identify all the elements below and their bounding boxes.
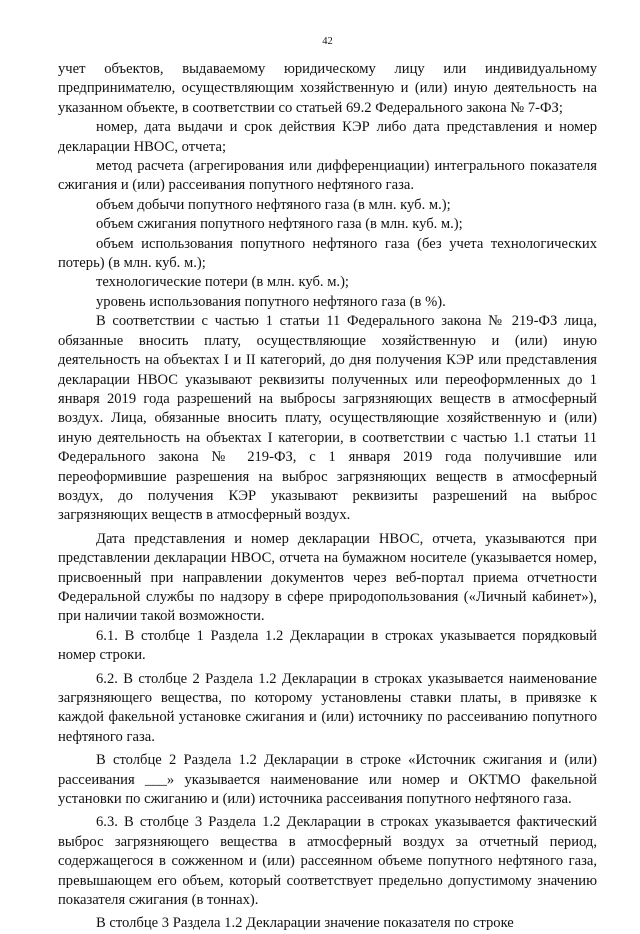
paragraph-usage-level: уровень использования попутного нефтяного газа (в %). — [96, 293, 446, 310]
paragraph-calculation-method: метод расчета (агрегирования или дифференциации) интегрального показателя сжигания и (или) рассеивания попутного нефтяного газа. — [58, 158, 597, 194]
paragraph-permits: В соответствии с частью 1 статьи 11 Федерального закона № 219-ФЗ лица, обязанные вносить плату, осуществляющие хозяйственную и (или) иную деятельность на объектах I и II категорий, до дня получения КЭР или представления декларации НВОС указывают реквизиты полученных или переоформленных до 1 января 2019 года разрешений на выбросы загрязняющих веществ в атмосферный воздух. Лица, обязанные вносить плату, осуществляющие хозяйственную и (или) иную деятельность на объектах I категории, в соответствии с частью 1.1 статьи 11 Федерального закона № 219-ФЗ, с 1 января 2019 года получившие или переоформившие разрешения на выброс загрязняющих веществ в атмосферный воздух, до получения КЭР указывают реквизиты разрешений на выброс загрязняющих веществ в атмосферный воздух. — [58, 313, 597, 524]
page-number: 42 — [322, 36, 333, 47]
paragraph-6-1: 6.1. В столбце 1 Раздела 1.2 Декларации в строках указывается порядковый номер строки. — [58, 627, 597, 664]
paragraph-production-volume: объем добычи попутного нефтяного газа (в млн. куб. м.); — [96, 196, 451, 213]
paragraph-6-3: 6.3. В столбце 3 Раздела 1.2 Декларации в строках указывается фактический выброс загрязняющего вещества в атмосферный воздух за отчетный период, содержащегося в сожженном и (или) рассеянном объеме попутного нефтяного газа, превышающем его объем, который соответствует предельно допустимому значению показателя сжигания (в тоннах). — [58, 814, 597, 909]
paragraph-ker-number: номер, дата выдачи и срок действия КЭР либо дата представления и номер декларации НВОС, отчета; — [58, 119, 597, 155]
paragraph-usage-volume: объем использования попутного нефтяного газа (без учета технологических потерь) (в млн. куб. м.); — [58, 235, 597, 272]
paragraph-technological-losses: технологические потери (в млн. куб. м.); — [96, 274, 349, 291]
paragraph-column-2-source: В столбце 2 Раздела 1.2 Декларации в строке «Источник сжигания и (или) рассеивания ___» указывается наименование или номер и ОКТМО факельной установки по сжиганию и (или) источника рассеивания попутного нефтяного газа. — [58, 752, 597, 808]
document-body — [58, 60, 597, 934]
paragraph-6-2: 6.2. В столбце 2 Раздела 1.2 Декларации в строках указывается наименование загрязняющего вещества, по которому установлены ставки платы, в привязке к каждой факельной установке сжигания и (или) источнику по рассеиванию попутного нефтяного газа. — [58, 670, 597, 745]
paragraph-continuation: учет объектов, выдаваемому юридическому лицу или индивидуальному предпринимателю, осуществляющим хозяйственную и (или) иную деятельность на указанном объекте, в соответствии со статьей 69.2 Федерального закона № 7-ФЗ; — [58, 61, 597, 116]
paragraph-column-3: В столбце 3 Раздела 1.2 Декларации значение показателя по строке — [96, 915, 514, 932]
paragraph-declaration-date: Дата представления и номер декларации НВОС, отчета, указываются при представлении декларации НВОС, отчета на бумажном носителе (указывается номер, присвоенный при направлении документов через веб-портал приема отчетности Федеральной службы по надзору в сфере природопользования («Личный кабинет»), при наличии такой возможности. — [58, 530, 597, 625]
paragraph-flaring-volume: объем сжигания попутного нефтяного газа (в млн. куб. м.); — [96, 216, 463, 233]
